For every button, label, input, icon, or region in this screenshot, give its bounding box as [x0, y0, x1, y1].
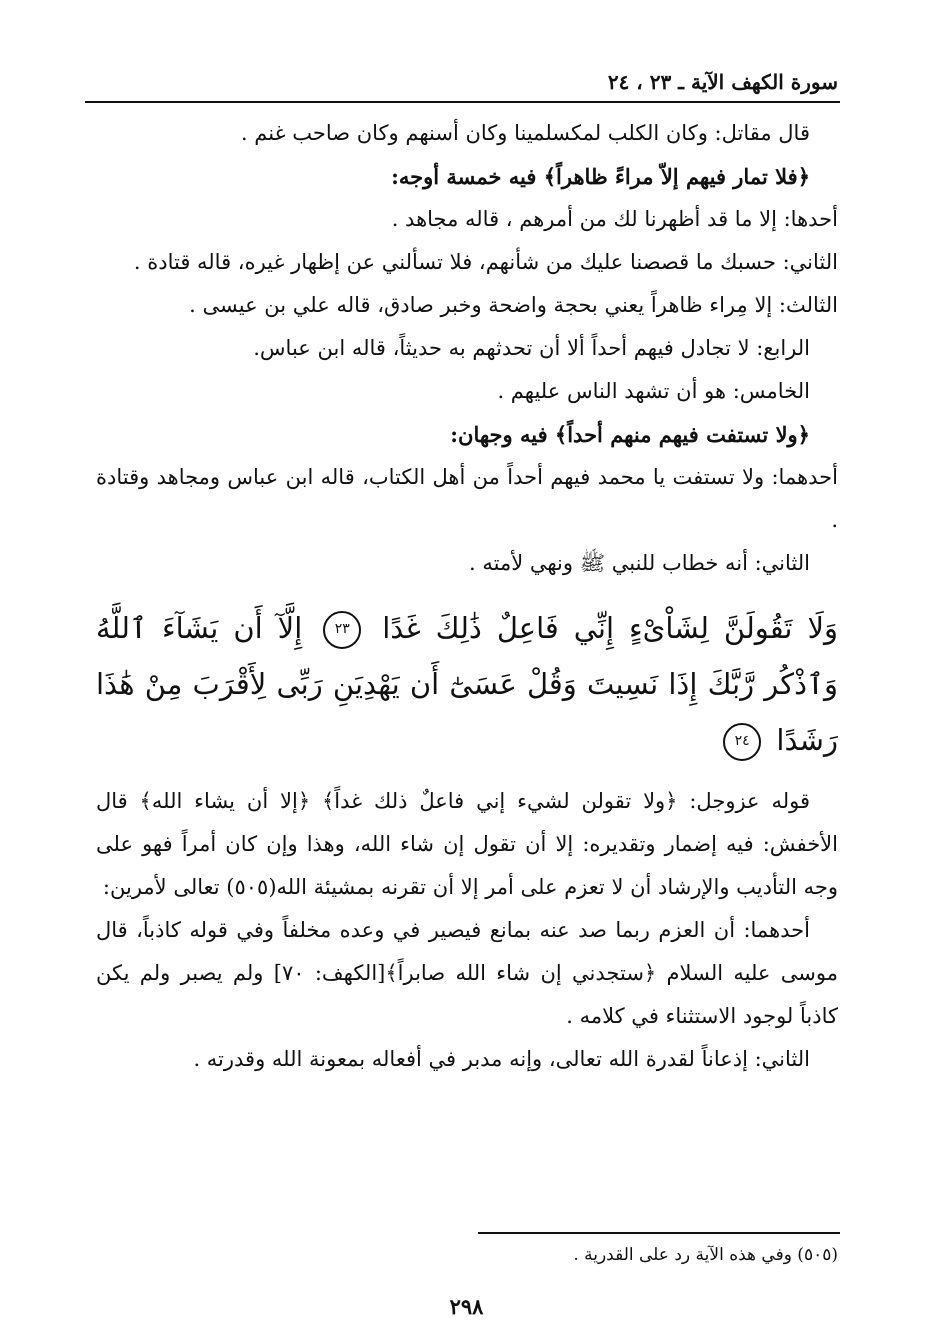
verse-number-marker: ٢٤: [723, 723, 761, 761]
footnote: (٥٠٥) وفي هذه الآية رد على القدرية .: [573, 1245, 838, 1265]
header-rule: [85, 101, 840, 103]
paragraph: الرابع: لا تجادل فيهم أحداً ألا أن تحدثهم به حديثاً، قاله ابن عباس.: [253, 336, 810, 360]
paragraph: أحدها: إلا ما قد أظهرنا لك من أمرهم ، قاله مجاهد .: [391, 207, 838, 231]
paragraph: الثاني: حسبك ما قصصنا عليك من شأنهم، فلا تسألني عن إظهار غيره، قاله قتادة .: [133, 250, 838, 274]
commentary-paragraph: قوله عزوجل: ﴿ولا تقولن لشيء إني فاعلٌ ذلك غداً﴾ ﴿إلا أن يشاء الله﴾ قال الأخفش: فيه إضمار وتقديره: إلا أن تقول إن شاء الله، وهذا وإن كان أمراً فهو على وجه التأديب والإرشاد أن لا تعزم على أمر إلا أن تقرنه بمشيئة الله(٥٠٥) تعالى لأمرين:: [96, 789, 838, 899]
commentary-paragraph: الثاني: إذعاناً لقدرة الله تعالى، وإنه مدبر في أفعاله بمعونة الله وقدرته .: [193, 1047, 810, 1071]
verse-text: إِلَّآ أَن يَشَآءَ ٱللَّهُ وَٱذْكُر رَّبَّكَ إِذَا نَسِيتَ وَقُلْ عَسَىٰٓ أَن يَهْدِيَنِ رَبِّى لِأَقْرَبَ مِنْ هَٰذَا رَشَدًا: [96, 611, 838, 757]
verse-number-marker: ٢٣: [323, 611, 361, 649]
running-header: سورة الكهف الآية ـ ٢٣ ، ٢٤: [607, 70, 838, 94]
paragraph: الخامس: هو أن تشهد الناس عليهم .: [497, 379, 810, 403]
quran-verse-block: [96, 600, 838, 768]
commentary-paragraph: أحدهما: أن العزم ربما صد عنه بمانع فيصير في وعده مخلفاً وفي قوله كاذباً، قال موسى عليه السلام ﴿ستجدني إن شاء الله صابراً﴾[الكهف: ٧٠] ولم يصبر ولم يكن كاذباً لوجود الاستثناء في كلامه .: [96, 918, 838, 1028]
verse-quote-heading: ﴿ولا تستفت فيهم منهم أحداً﴾ فيه وجهان:: [450, 422, 810, 447]
page-number: ٢٩٨: [449, 1294, 484, 1319]
verse-quote-heading: ﴿فلا تمار فيهم إلاّ مراءً ظاهراً﴾ فيه خمسة أوجه:: [391, 164, 810, 189]
page-body: [96, 112, 838, 1081]
paragraph: الثالث: إلا مِراء ظاهراً يعني بحجة واضحة وخبر صادق، قاله علي بن عيسى .: [189, 293, 838, 317]
paragraph: قال مقاتل: وكان الكلب لمكسلمينا وكان أسنهم وكان صاحب غنم .: [240, 121, 810, 145]
footnote-rule: [478, 1232, 840, 1234]
paragraph: أحدهما: ولا تستفت يا محمد فيهم أحداً من أهل الكتاب، قاله ابن عباس ومجاهد وقتادة .: [96, 465, 838, 532]
paragraph: الثاني: أنه خطاب للنبي ﷺ ونهي لأمته .: [469, 551, 810, 575]
verse-text: وَلَا تَقُولَنَّ لِشَاْىْءٍ إِنِّي فَاعِلٌ ذَٰلِكَ غَدًا: [382, 611, 839, 645]
